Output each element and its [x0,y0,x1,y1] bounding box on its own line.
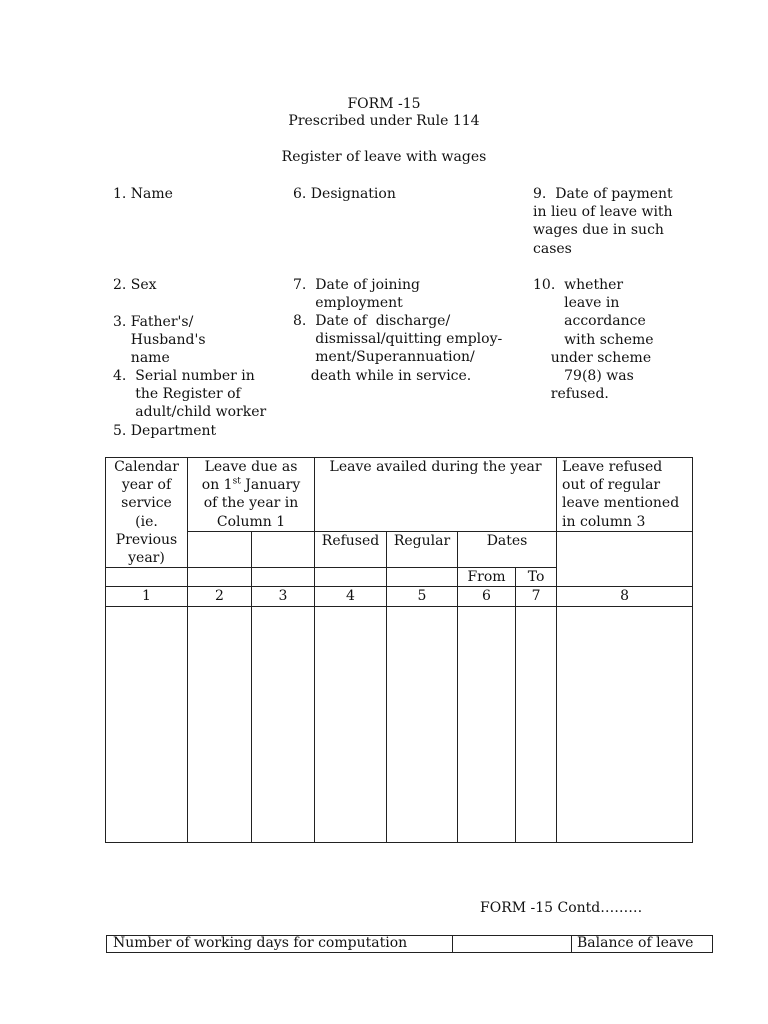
body-cell-5 [387,606,458,842]
field-fathers-husbands-name: 3. Father's/ Husband's name [113,314,206,367]
field-department: 5. Department [113,423,217,439]
body-cell-7 [516,606,557,842]
contd-table [106,935,713,953]
field-date-of-discharge: 8. Date of discharge/ dismissal/quitting employ- ment/Superannuation/ death while in service. [293,313,503,384]
contd-blank [453,936,572,953]
body-cell-4 [315,606,387,842]
field-serial-number: 4. Serial number in the Register of adult/child worker [113,368,267,421]
sub-blank-3 [252,532,315,568]
header-leave-due [188,458,315,532]
col-num-2: 2 [188,587,252,606]
header-leave-refused: Leave refused out of regular leave mentioned in column 3 [557,458,693,532]
leave-register-table [105,457,693,843]
sub-blank-4b [315,568,387,587]
sub-regular: Regular [387,532,458,568]
header-calendar-year: Calendar year of service (ie. Previous year) [106,458,188,568]
prescribed-rule: Prescribed under Rule 114 [288,113,480,129]
header-leave-due-sup: st [232,476,241,487]
col-num-8: 8 [557,587,693,606]
form-title: FORM -15 [347,96,421,112]
contd-working-days: Number of working days for computation [107,936,453,953]
header-leave-due-text-a: Leave due as on 1 [201,459,298,494]
col-num-4: 4 [315,587,387,606]
field-date-of-payment: 9. Date of payment in lieu of leave with wages due in such cases [533,186,673,257]
body-cell-1 [106,606,188,842]
header-leave-availed: Leave availed during the year [315,458,557,532]
sub-refused: Refused [315,532,387,568]
col-num-7: 7 [516,587,557,606]
sub-blank-5b [387,568,458,587]
field-date-of-joining: 7. Date of joining employment [293,277,420,312]
col-num-6: 6 [458,587,516,606]
table-row-empty [106,606,693,842]
header-leave-due-text-b: January of the year in Column 1 [203,477,301,530]
sub-dates: Dates [458,532,557,568]
body-cell-3 [252,606,315,842]
field-name: 1. Name [113,186,173,202]
sub-blank-3b [252,568,315,587]
register-title: Register of leave with wages [281,149,487,165]
col-num-3: 3 [252,587,315,606]
body-cell-2 [188,606,252,842]
body-cell-8 [557,606,693,842]
field-sex: 2. Sex [113,277,157,293]
sub-from: From [458,568,516,587]
sub-blank-1b [106,568,188,587]
sub-blank-2b [188,568,252,587]
field-leave-refused: 10. whether leave in accordance with scheme under scheme 79(8) was refused. [533,277,654,403]
field-designation: 6. Designation [293,186,396,202]
sub-blank-2 [188,532,252,568]
sub-to: To [516,568,557,587]
body-cell-6 [458,606,516,842]
col-num-5: 5 [387,587,458,606]
column-number-row [106,587,693,606]
contd-balance-of-leave: Balance of leave [572,936,713,953]
sub-blank-8 [557,532,693,587]
col-num-1: 1 [106,587,188,606]
form-contd-label: FORM -15 Contd……… [480,900,643,916]
